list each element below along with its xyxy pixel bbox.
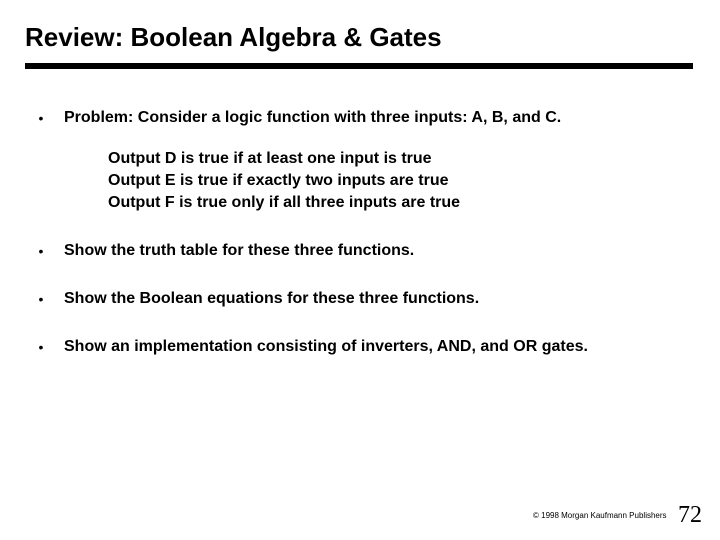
bullet-problem [0,107,720,129]
title-divider [25,63,693,69]
output-e-definition: Output E is true if exactly two inputs are true [108,172,449,189]
page-number: 72 [678,502,702,528]
bullet-implementation [0,336,720,358]
task-boolean-equations: Show the Boolean equations for these three functions. [64,290,480,307]
slide-title: Review: Boolean Algebra & Gates [25,22,442,52]
bullet-icon: • [38,243,44,259]
bullet-icon: • [38,291,44,307]
output-f-definition: Output F is true only if all three inputs are true [108,194,461,211]
task-implementation: Show an implementation consisting of inverters, AND, and OR gates. [64,338,588,355]
output-d-definition: Output D is true if at least one input is true [108,150,432,167]
task-truth-table: Show the truth table for these three functions. [64,242,415,259]
bullet-icon: • [38,339,44,355]
output-definitions [108,148,460,214]
problem-statement: Problem: Consider a logic function with three inputs: A, B, and C. [64,109,562,126]
bullet-boolean-equations [0,288,720,310]
bullet-truth-table [0,240,720,262]
copyright-notice: © 1998 Morgan Kaufmann Publishers [533,511,667,520]
bullet-icon: • [38,110,44,126]
